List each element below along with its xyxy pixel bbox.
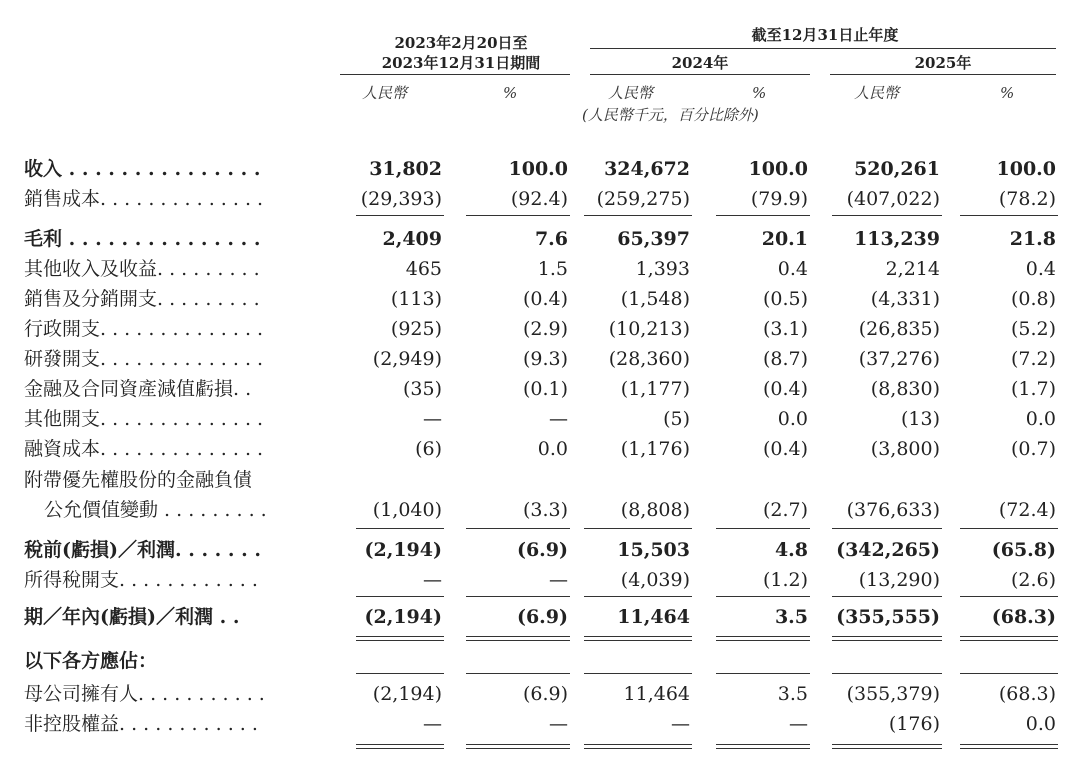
unit-note: (人民幣千元，百分比除外) — [582, 106, 759, 124]
cell-rmb-2025: 520,261 — [854, 158, 940, 180]
subtotal-rule — [584, 673, 692, 674]
year-2024-rule — [590, 74, 810, 75]
cell-rmb-2023: (2,194) — [364, 539, 442, 561]
row-label: 銷售成本. . . . . . . . . . . . . . — [24, 188, 264, 210]
cell-pct-2023: (2.9) — [522, 318, 568, 340]
row-label: 母公司擁有人. . . . . . . . . . . — [24, 683, 265, 705]
cell-pct-2024: 4.8 — [774, 539, 808, 561]
period-header-rule — [340, 74, 570, 75]
cell-rmb-2024: 1,393 — [635, 258, 690, 280]
total-double-rule — [832, 744, 942, 749]
cell-rmb-2024: (1,176) — [620, 438, 690, 460]
row-label: 公允價值變動 . . . . . . . . . — [44, 499, 267, 521]
total-double-rule — [960, 744, 1058, 749]
cell-rmb-2025: (3,800) — [870, 438, 940, 460]
cell-rmb-2024: 11,464 — [617, 606, 690, 628]
subtotal-rule — [584, 215, 692, 216]
subtotal-rule — [716, 528, 810, 529]
total-double-rule — [356, 636, 444, 641]
cell-rmb-2025: 113,239 — [854, 228, 940, 250]
cell-pct-2023: — — [549, 713, 568, 735]
col-rmb-2025: 人民幣 — [854, 84, 900, 102]
cell-pct-2024: (0.4) — [762, 438, 808, 460]
cell-rmb-2025: (13) — [900, 408, 940, 430]
cell-rmb-2023: 465 — [405, 258, 442, 280]
total-double-rule — [584, 744, 692, 749]
total-double-rule — [832, 636, 942, 641]
cell-rmb-2025: (26,835) — [858, 318, 940, 340]
col-pct-2025: % — [1000, 84, 1015, 102]
year-2024-header: 2024年 — [671, 54, 729, 72]
cell-pct-2024: 0.0 — [777, 408, 808, 430]
cell-pct-2023: 1.5 — [537, 258, 568, 280]
period-header-line2: 2023年12月31日期間 — [381, 54, 541, 72]
row-label: 以下各方應佔： — [24, 650, 158, 672]
cell-pct-2025: (2.6) — [1010, 569, 1056, 591]
cell-rmb-2024: (28,360) — [608, 348, 690, 370]
cell-rmb-2025: (355,379) — [846, 683, 940, 705]
cell-pct-2023: 100.0 — [508, 158, 568, 180]
cell-pct-2024: (1.2) — [762, 569, 808, 591]
cell-rmb-2023: (6) — [415, 438, 442, 460]
col-rmb-2023: 人民幣 — [362, 84, 408, 102]
year-group-rule — [590, 48, 1056, 49]
subtotal-rule — [356, 215, 444, 216]
subtotal-rule — [584, 528, 692, 529]
cell-pct-2025: (68.3) — [998, 683, 1056, 705]
cell-pct-2025: (7.2) — [1010, 348, 1056, 370]
cell-rmb-2025: (355,555) — [836, 606, 940, 628]
cell-rmb-2025: (37,276) — [858, 348, 940, 370]
cell-rmb-2024: 15,503 — [617, 539, 690, 561]
subtotal-rule — [716, 596, 810, 597]
subtotal-rule — [716, 215, 810, 216]
cell-rmb-2023: — — [423, 408, 442, 430]
total-double-rule — [466, 744, 570, 749]
cell-pct-2024: (3.1) — [762, 318, 808, 340]
cell-pct-2023: (9.3) — [522, 348, 568, 370]
cell-rmb-2024: (8,808) — [620, 499, 690, 521]
cell-pct-2023: (6.9) — [522, 683, 568, 705]
subtotal-rule — [960, 596, 1058, 597]
total-double-rule — [716, 744, 810, 749]
cell-rmb-2025: (4,331) — [870, 288, 940, 310]
cell-rmb-2025: (13,290) — [858, 569, 940, 591]
row-label: 非控股權益. . . . . . . . . . . . — [24, 713, 258, 735]
subtotal-rule — [960, 673, 1058, 674]
year-group-header: 截至12月31日止年度 — [751, 26, 899, 44]
cell-pct-2023: (6.9) — [516, 539, 568, 561]
total-double-rule — [356, 744, 444, 749]
cell-pct-2023: — — [549, 569, 568, 591]
cell-rmb-2023: (29,393) — [360, 188, 442, 210]
row-label: 其他開支. . . . . . . . . . . . . . — [24, 408, 264, 430]
cell-pct-2025: (72.4) — [998, 499, 1056, 521]
subtotal-rule — [832, 215, 942, 216]
cell-rmb-2024: (10,213) — [608, 318, 690, 340]
cell-pct-2024: 3.5 — [777, 683, 808, 705]
cell-rmb-2023: — — [423, 569, 442, 591]
row-label: 行政開支. . . . . . . . . . . . . . — [24, 318, 264, 340]
row-label: 金融及合同資產減值虧損. . — [24, 378, 252, 400]
period-header-line1: 2023年2月20日至 — [394, 34, 528, 52]
row-label: 附帶優先權股份的金融負債 — [24, 469, 253, 491]
cell-pct-2023: 0.0 — [537, 438, 568, 460]
subtotal-rule — [466, 673, 570, 674]
cell-rmb-2024: 65,397 — [617, 228, 690, 250]
cell-pct-2025: (68.3) — [991, 606, 1056, 628]
cell-pct-2024: (2.7) — [762, 499, 808, 521]
cell-pct-2023: 7.6 — [534, 228, 568, 250]
cell-rmb-2025: 2,214 — [885, 258, 940, 280]
cell-pct-2024: (0.4) — [762, 378, 808, 400]
subtotal-rule — [960, 528, 1058, 529]
row-label: 所得稅開支. . . . . . . . . . . . — [24, 569, 258, 591]
col-pct-2024: % — [752, 84, 767, 102]
cell-pct-2025: (1.7) — [1010, 378, 1056, 400]
row-label: 銷售及分銷開支. . . . . . . . . — [24, 288, 260, 310]
subtotal-rule — [584, 596, 692, 597]
subtotal-rule — [832, 673, 942, 674]
cell-rmb-2023: (925) — [390, 318, 442, 340]
cell-pct-2024: 20.1 — [761, 228, 808, 250]
cell-pct-2025: (5.2) — [1010, 318, 1056, 340]
row-label: 收入 . . . . . . . . . . . . . . . — [24, 158, 261, 180]
cell-rmb-2023: (113) — [390, 288, 442, 310]
row-label: 研發開支. . . . . . . . . . . . . . — [24, 348, 264, 370]
cell-pct-2025: (65.8) — [991, 539, 1056, 561]
cell-rmb-2025: (376,633) — [846, 499, 940, 521]
subtotal-rule — [716, 673, 810, 674]
cell-rmb-2024: (5) — [663, 408, 690, 430]
subtotal-rule — [466, 215, 570, 216]
row-label: 稅前(虧損)／利潤. . . . . . . — [24, 539, 261, 561]
cell-pct-2024: (79.9) — [750, 188, 808, 210]
cell-rmb-2024: (1,548) — [620, 288, 690, 310]
cell-rmb-2025: (407,022) — [846, 188, 940, 210]
subtotal-rule — [356, 596, 444, 597]
row-label: 其他收入及收益. . . . . . . . . — [24, 258, 260, 280]
subtotal-rule — [832, 528, 942, 529]
cell-rmb-2025: (176) — [888, 713, 940, 735]
cell-rmb-2023: (35) — [402, 378, 442, 400]
cell-pct-2023: — — [549, 408, 568, 430]
cell-pct-2025: (78.2) — [998, 188, 1056, 210]
cell-pct-2023: (0.1) — [522, 378, 568, 400]
cell-rmb-2023: — — [423, 713, 442, 735]
total-double-rule — [960, 636, 1058, 641]
cell-pct-2025: 21.8 — [1009, 228, 1056, 250]
cell-pct-2023: (6.9) — [516, 606, 568, 628]
cell-rmb-2024: 324,672 — [604, 158, 690, 180]
year-2025-header: 2025年 — [914, 54, 972, 72]
subtotal-rule — [466, 596, 570, 597]
cell-rmb-2023: (2,194) — [364, 606, 442, 628]
cell-pct-2024: (8.7) — [762, 348, 808, 370]
cell-rmb-2024: — — [671, 713, 690, 735]
cell-pct-2023: (3.3) — [522, 499, 568, 521]
subtotal-rule — [960, 215, 1058, 216]
cell-rmb-2024: (259,275) — [596, 188, 690, 210]
cell-rmb-2024: (4,039) — [620, 569, 690, 591]
cell-rmb-2023: (2,949) — [372, 348, 442, 370]
cell-pct-2024: 3.5 — [774, 606, 808, 628]
subtotal-rule — [832, 596, 942, 597]
col-rmb-2024: 人民幣 — [608, 84, 654, 102]
cell-pct-2024: (0.5) — [762, 288, 808, 310]
total-double-rule — [466, 636, 570, 641]
cell-pct-2025: 0.0 — [1025, 408, 1056, 430]
cell-rmb-2023: 31,802 — [369, 158, 442, 180]
subtotal-rule — [466, 528, 570, 529]
total-double-rule — [716, 636, 810, 641]
cell-pct-2024: 0.4 — [777, 258, 808, 280]
cell-rmb-2025: (342,265) — [836, 539, 940, 561]
year-2025-rule — [830, 74, 1056, 75]
row-label: 期／年內(虧損)／利潤 . . — [24, 606, 240, 628]
total-double-rule — [584, 636, 692, 641]
subtotal-rule — [356, 528, 444, 529]
cell-pct-2024: 100.0 — [748, 158, 808, 180]
cell-rmb-2023: 2,409 — [382, 228, 442, 250]
cell-pct-2023: (92.4) — [510, 188, 568, 210]
cell-pct-2025: 0.4 — [1025, 258, 1056, 280]
cell-pct-2025: (0.7) — [1010, 438, 1056, 460]
cell-rmb-2024: 11,464 — [623, 683, 690, 705]
col-pct-2023: % — [503, 84, 518, 102]
cell-pct-2024: — — [789, 713, 808, 735]
row-label: 毛利 . . . . . . . . . . . . . . . — [24, 228, 261, 250]
cell-rmb-2023: (1,040) — [372, 499, 442, 521]
row-label: 融資成本. . . . . . . . . . . . . . — [24, 438, 264, 460]
cell-pct-2025: 0.0 — [1025, 713, 1056, 735]
cell-pct-2025: (0.8) — [1010, 288, 1056, 310]
cell-pct-2023: (0.4) — [522, 288, 568, 310]
cell-rmb-2023: (2,194) — [372, 683, 442, 705]
cell-pct-2025: 100.0 — [996, 158, 1056, 180]
subtotal-rule — [356, 673, 444, 674]
cell-rmb-2025: (8,830) — [870, 378, 940, 400]
cell-rmb-2024: (1,177) — [620, 378, 690, 400]
